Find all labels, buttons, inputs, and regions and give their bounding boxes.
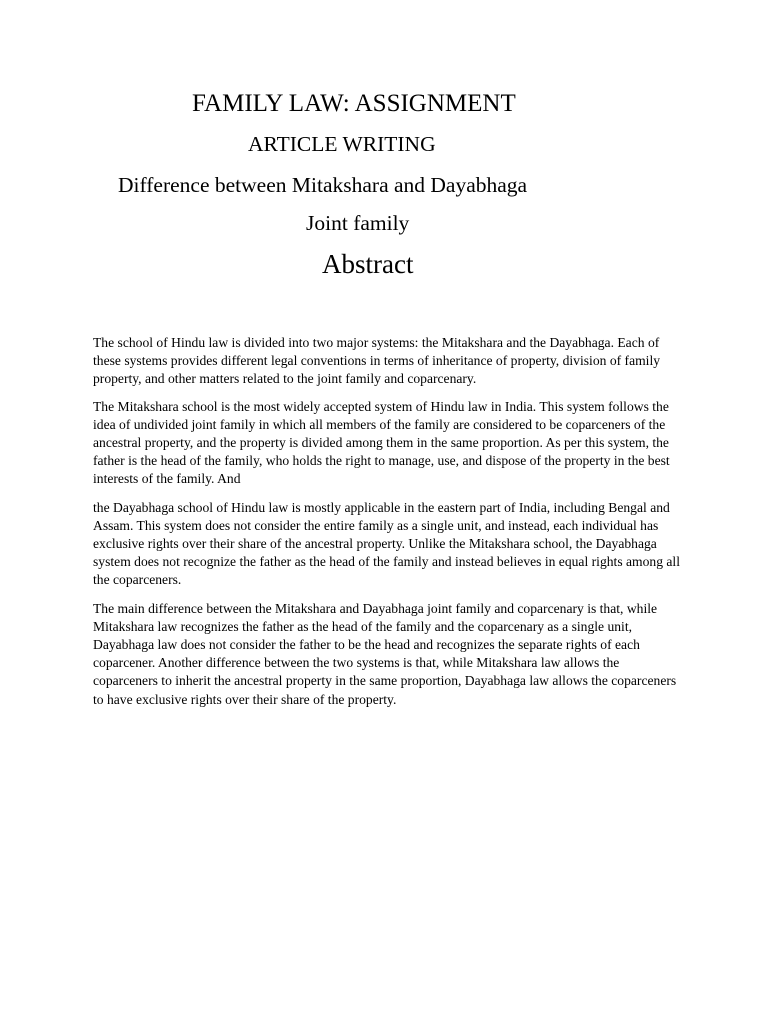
paragraph-4: The main difference between the Mitakshara and Dayabhaga joint family and coparcenary is that, while Mitakshara law recognizes the father as the head of the family and the coparcenary as a single unit, Dayabhaga law does not consider the father to be the head and recognizes the separate rights of each coparcener. Another difference between the two systems is that, while Mitakshara law allows the coparceners to inherit the ancestral property in the same proportion, Dayabhaga law allows the coparceners to have exclusive rights over their share of the property. bbox=[93, 600, 677, 707]
paragraph-1: The school of Hindu law is divided into two major systems: the Mitakshara and the Dayabhaga. Each of these systems provides different legal conventions in terms of inheritance of property, division of family property, and other matters related to the joint family and coparcenary. bbox=[93, 335, 661, 387]
paragraph-3: the Dayabhaga school of Hindu law is mostly applicable in the eastern part of India, including Bengal and Assam. This system does not consider the entire family as a single unit, and instead, each individual has exclusive rights over their share of the ancestral property. Unlike the Mitakshara school, the Dayabhaga system does not recognize the father as the head of the family and instead believes in equal rights among all the coparceners. bbox=[93, 499, 680, 588]
topic-line-2: Joint family bbox=[306, 211, 410, 235]
topic-line-1: Difference between Mitakshara and Dayabhaga bbox=[118, 173, 528, 197]
abstract-heading: Abstract bbox=[322, 249, 414, 279]
document-title: FAMILY LAW: ASSIGNMENT bbox=[192, 90, 516, 117]
paragraph-2: The Mitakshara school is the most widely accepted system of Hindu law in India. This system follows the idea of undivided joint family in which all members of the family are considered to be coparceners of the ancestral property, and the property is divided among them in the same proportion. As per this system, the father is the head of the family, who holds the right to manage, use, and dispose of the property in the best interests of the family. And bbox=[93, 398, 670, 487]
abstract-body bbox=[93, 334, 683, 720]
document-subtitle: ARTICLE WRITING bbox=[248, 132, 436, 156]
